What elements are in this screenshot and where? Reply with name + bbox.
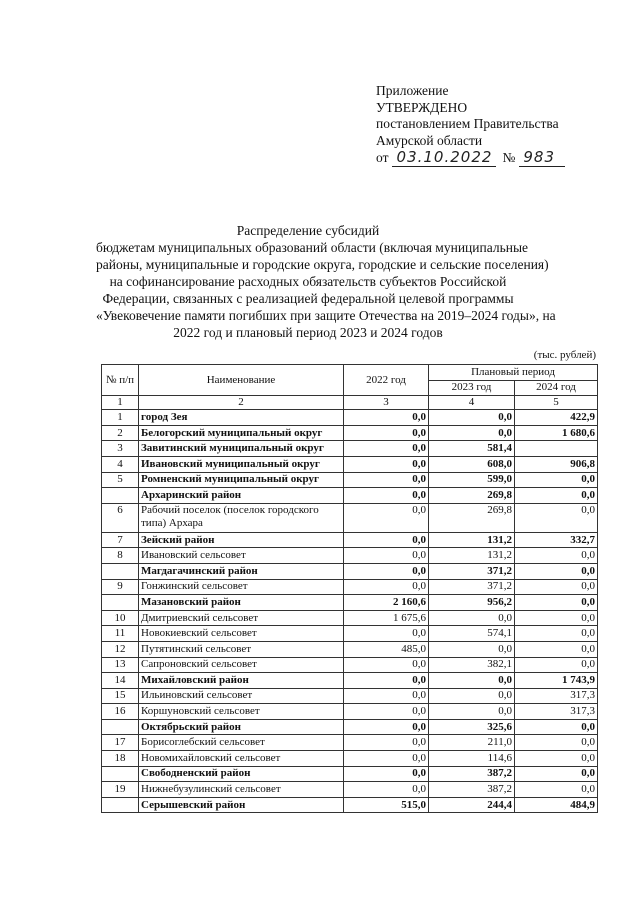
row-name: Архаринский район [139,488,344,504]
row-number: 2 [102,425,139,441]
value-2024: 1 680,6 [515,425,598,441]
appendix-label: Приложение [376,83,449,98]
title-line: на софинансирование расходных обязательств субъектов Российской [109,274,507,289]
row-name: Дмитриевский сельсовет [139,610,344,626]
row-name: Ромненский муниципальный округ [139,472,344,488]
from-label: от [376,150,389,165]
table-row [102,719,598,735]
value-2023: 269,8 [429,503,515,532]
row-name: город Зея [139,410,344,426]
number-label: № [502,150,516,165]
table-row [102,626,598,642]
value-2024: 0,0 [515,563,598,579]
table-row [102,751,598,767]
row-name: Новокиевский сельсовет [139,626,344,642]
value-2023: 0,0 [429,410,515,426]
table-row [102,673,598,689]
row-number: 5 [102,472,139,488]
row-name: Магдагачинский район [139,563,344,579]
row-name: Гонжинский сельсовет [139,579,344,595]
value-2023: 599,0 [429,472,515,488]
header-2024: 2024 год [515,380,598,396]
row-number: 14 [102,673,139,689]
value-2023: 0,0 [429,641,515,657]
value-2024: 332,7 [515,532,598,548]
header-num: № п/п [102,365,139,396]
value-2022: 0,0 [344,719,429,735]
row-name: Сапроновский сельсовет [139,657,344,673]
value-2023: 325,6 [429,719,515,735]
value-2024: 0,0 [515,488,598,504]
table-row [102,782,598,798]
row-number: 13 [102,657,139,673]
table-row [102,410,598,426]
title-line: Федерации, связанных с реализацией федеральной целевой программы [102,291,514,306]
value-2023: 131,2 [429,548,515,564]
row-name: Коршуновский сельсовет [139,704,344,720]
row-number: 4 [102,456,139,472]
table-row [102,579,598,595]
value-2023: 387,2 [429,782,515,798]
value-2022: 0,0 [344,503,429,532]
value-2024: 0,0 [515,735,598,751]
units-note: (тыс. рублей) [533,349,596,361]
row-name: Зейский район [139,532,344,548]
row-number: 10 [102,610,139,626]
row-number: 19 [102,782,139,798]
value-2024: 0,0 [515,548,598,564]
value-2023: 387,2 [429,766,515,782]
column-number: 2 [139,396,344,410]
table-row [102,456,598,472]
table-row [102,641,598,657]
value-2022: 0,0 [344,579,429,595]
value-2023: 211,0 [429,735,515,751]
value-2022: 0,0 [344,657,429,673]
value-2024: 484,9 [515,797,598,813]
value-2024 [515,441,598,457]
value-2024: 0,0 [515,751,598,767]
row-number: 15 [102,688,139,704]
value-2022: 0,0 [344,782,429,798]
title-line: 2022 год и плановый период 2023 и 2024 годов [173,325,443,340]
row-name: Октябрьский район [139,719,344,735]
region-label: Амурской области [376,132,483,148]
row-name: Белогорский муниципальный округ [139,425,344,441]
row-name: Путятинский сельсовет [139,641,344,657]
row-name: Новомихайловский сельсовет [139,751,344,767]
row-name: Серышевский район [139,797,344,813]
row-name: Свободненский район [139,766,344,782]
row-name: Ивановский сельсовет [139,548,344,564]
value-2024: 0,0 [515,579,598,595]
table-row [102,595,598,611]
row-number: 18 [102,751,139,767]
value-2023: 0,0 [429,610,515,626]
row-name: Рабочий поселок (поселок городского типа) Архара [139,503,344,532]
table-row [102,766,598,782]
row-number [102,797,139,813]
value-2024: 0,0 [515,719,598,735]
row-number: 8 [102,548,139,564]
value-2022: 0,0 [344,751,429,767]
value-2022: 0,0 [344,410,429,426]
value-2024: 906,8 [515,456,598,472]
value-2024: 0,0 [515,595,598,611]
handwritten-number: 983 [519,149,565,167]
column-number: 1 [102,396,139,410]
value-2023: 114,6 [429,751,515,767]
header-2023: 2023 год [429,380,515,396]
value-2022: 0,0 [344,563,429,579]
table-row [102,735,598,751]
value-2023: 371,2 [429,563,515,579]
document-title [96,222,556,341]
resolution-label: постановлением Правительства [376,116,559,131]
table-row [102,488,598,504]
title-line: бюджетам муниципальных образований области (включая муниципальные [96,240,529,255]
value-2022: 0,0 [344,548,429,564]
row-number [102,488,139,504]
value-2024: 317,3 [515,704,598,720]
value-2023: 382,1 [429,657,515,673]
row-number: 16 [102,704,139,720]
title-line: районы, муниципальные и городские округа, городские и сельские поселения) [96,257,549,272]
approved-label: УТВЕРЖДЕНО [376,99,468,115]
value-2024: 0,0 [515,472,598,488]
value-2024: 1 743,9 [515,673,598,689]
value-2024: 422,9 [515,410,598,426]
value-2023: 269,8 [429,488,515,504]
row-number: 17 [102,735,139,751]
value-2023: 0,0 [429,673,515,689]
value-2022: 0,0 [344,673,429,689]
row-number: 9 [102,579,139,595]
value-2022: 0,0 [344,441,429,457]
row-number [102,766,139,782]
table-body [102,410,598,813]
value-2023: 581,4 [429,441,515,457]
row-name: Ильиновский сельсовет [139,688,344,704]
value-2022: 0,0 [344,532,429,548]
table-row [102,441,598,457]
value-2024: 0,0 [515,503,598,532]
handwritten-date: 03.10.2022 [392,149,496,167]
title-line: «Увековечение памяти погибших при защите Отечества на 2019–2024 годы», на [96,308,556,323]
row-number [102,595,139,611]
column-number: 3 [344,396,429,410]
row-number: 1 [102,410,139,426]
value-2024: 0,0 [515,641,598,657]
row-name: Борисоглебский сельсовет [139,735,344,751]
value-2023: 244,4 [429,797,515,813]
table-row [102,688,598,704]
value-2022: 0,0 [344,472,429,488]
column-number: 5 [515,396,598,410]
value-2023: 0,0 [429,425,515,441]
subsidy-table [101,364,598,813]
table-row [102,425,598,441]
row-number: 11 [102,626,139,642]
table-row [102,563,598,579]
value-2022: 2 160,6 [344,595,429,611]
row-name: Нижнебузулинский сельсовет [139,782,344,798]
value-2022: 0,0 [344,425,429,441]
table-row [102,657,598,673]
value-2022: 0,0 [344,626,429,642]
value-2024: 0,0 [515,782,598,798]
value-2024: 0,0 [515,626,598,642]
approval-block [376,83,571,167]
table-row [102,610,598,626]
row-name: Мазановский район [139,595,344,611]
row-number [102,563,139,579]
value-2023: 956,2 [429,595,515,611]
row-number [102,719,139,735]
value-2022: 515,0 [344,797,429,813]
row-name: Михайловский район [139,673,344,689]
value-2022: 0,0 [344,704,429,720]
value-2022: 0,0 [344,488,429,504]
table-row [102,532,598,548]
value-2022: 0,0 [344,456,429,472]
value-2023: 0,0 [429,704,515,720]
value-2024: 0,0 [515,657,598,673]
row-name: Завитинский муниципальный округ [139,441,344,457]
table-row [102,704,598,720]
value-2023: 371,2 [429,579,515,595]
header-2022: 2022 год [344,365,429,396]
row-name: Ивановский муниципальный округ [139,456,344,472]
header-planned-period: Плановый период [429,365,598,381]
table-row [102,503,598,532]
value-2024: 317,3 [515,688,598,704]
column-number: 4 [429,396,515,410]
header-name: Наименование [139,365,344,396]
value-2022: 0,0 [344,688,429,704]
value-2022: 0,0 [344,766,429,782]
table-row [102,797,598,813]
row-number: 7 [102,532,139,548]
table-row [102,472,598,488]
value-2024: 0,0 [515,766,598,782]
value-2024: 0,0 [515,610,598,626]
value-2023: 131,2 [429,532,515,548]
row-number: 3 [102,441,139,457]
value-2023: 574,1 [429,626,515,642]
date-number-row [376,149,571,167]
row-number: 6 [102,503,139,532]
value-2022: 485,0 [344,641,429,657]
value-2022: 0,0 [344,735,429,751]
value-2022: 1 675,6 [344,610,429,626]
table-row [102,548,598,564]
title-line: Распределение субсидий [236,223,380,238]
value-2023: 0,0 [429,688,515,704]
value-2023: 608,0 [429,456,515,472]
row-number: 12 [102,641,139,657]
